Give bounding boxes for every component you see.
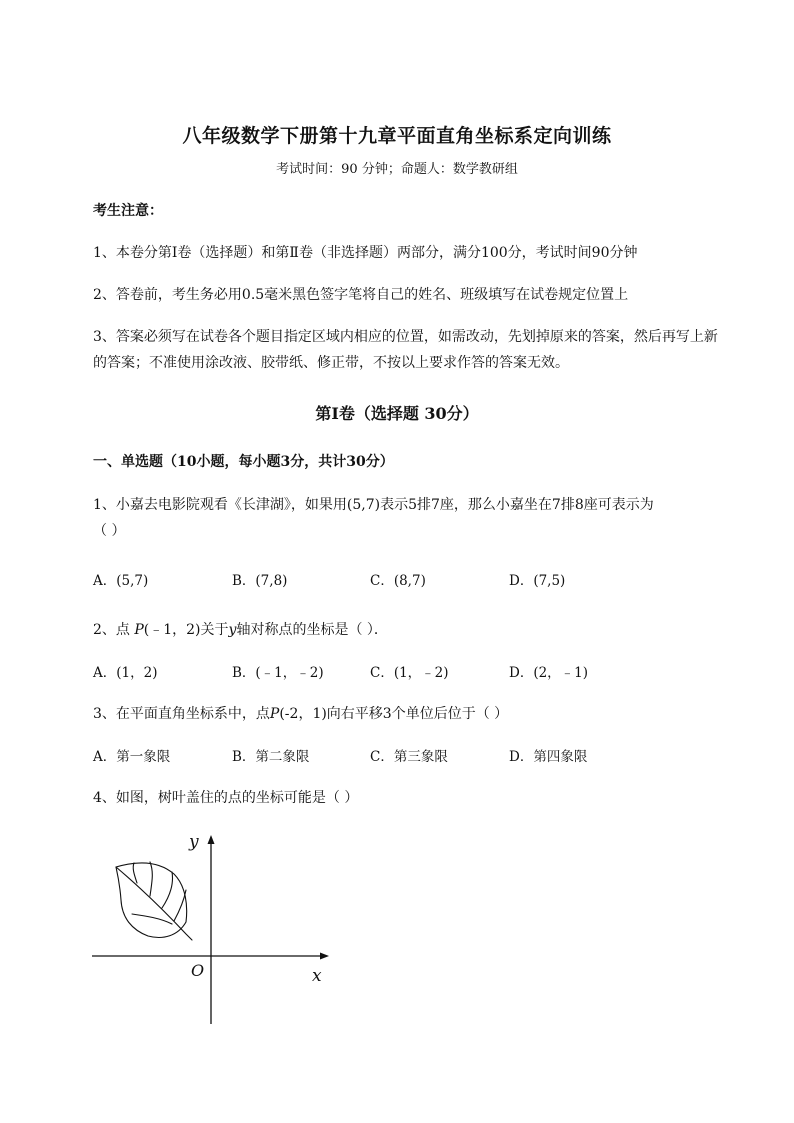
q3-option-c[interactable]: C．第三象限 bbox=[370, 749, 448, 765]
y-axis-label: y bbox=[189, 832, 199, 852]
q3-var-p: P bbox=[269, 706, 280, 722]
q2-option-c[interactable]: C．(1，﹣2) bbox=[370, 665, 449, 681]
exam-subtitle: 考试时间：90 分钟；命题人：数学教研组 bbox=[276, 162, 518, 177]
q2-stem-post: 轴对称点的坐标是（ ）． bbox=[236, 622, 388, 638]
q2-option-b[interactable]: B．(﹣1，﹣2) bbox=[232, 665, 324, 681]
notice-item-1: 1、本卷分第I卷（选择题）和第Ⅱ卷（非选择题）两部分，满分100分，考试时间90分钟 bbox=[93, 245, 638, 261]
q1-option-c[interactable]: C．(8,7) bbox=[370, 573, 426, 589]
coordinate-figure bbox=[88, 826, 338, 1031]
x-axis-arrow bbox=[320, 953, 329, 960]
q1-option-a[interactable]: A．(5,7) bbox=[93, 573, 149, 589]
section-title: 第I卷（选择题 30分） bbox=[315, 404, 479, 423]
q1-option-d[interactable]: D．(7,5) bbox=[509, 573, 566, 589]
q3-stem-post: (-2，1)向右平移3个单位后位于（ ） bbox=[279, 706, 509, 722]
notice-heading: 考生注意： bbox=[93, 203, 163, 219]
question-1-blank: （ ） bbox=[93, 523, 126, 539]
origin-label: O bbox=[191, 961, 205, 980]
question-1-stem: 1、小嘉去电影院观看《长津湖》，如果用(5,7)表示5排7座，那么小嘉坐在7排8座可表示为 bbox=[93, 497, 654, 513]
q3-option-a[interactable]: A．第一象限 bbox=[93, 749, 171, 765]
y-axis-arrow bbox=[208, 835, 215, 844]
notice-item-3-cont: 的答案；不准使用涂改液、胶带纸、修正带，不按以上要求作答的答案无效。 bbox=[93, 355, 569, 371]
q3-stem-pre: 3、在平面直角坐标系中，点 bbox=[93, 706, 270, 722]
notice-item-2: 2、答卷前，考生务必用0.5毫米黑色签字笔将自己的姓名、班级填写在试卷规定位置上 bbox=[93, 287, 629, 303]
q2-stem-mid: (﹣1，2)关于 bbox=[143, 622, 229, 638]
q2-stem-pre: 2、点 bbox=[93, 622, 135, 638]
question-4-stem: 4、如图，树叶盖住的点的坐标可能是（ ） bbox=[93, 790, 359, 806]
q2-var-p: P bbox=[134, 622, 144, 638]
notice-item-3: 3、答案必须写在试卷各个题目指定区域内相应的位置，如需改动，先划掉原来的答案，然后再写上新 bbox=[93, 329, 718, 345]
question-2-stem bbox=[93, 619, 388, 639]
part-heading: 一、单选题（10小题，每小题3分，共计30分） bbox=[93, 454, 394, 470]
leaf-icon bbox=[116, 862, 192, 940]
q1-option-b[interactable]: B．(7,8) bbox=[232, 573, 288, 589]
x-axis-label: x bbox=[312, 966, 322, 986]
question-3-stem bbox=[93, 703, 508, 723]
page-title: 八年级数学下册第十九章平面直角坐标系定向训练 bbox=[182, 125, 612, 147]
q3-option-b[interactable]: B．第二象限 bbox=[232, 749, 310, 765]
q2-var-y: y bbox=[228, 622, 237, 638]
q2-option-d[interactable]: D．(2，﹣1) bbox=[509, 665, 589, 681]
q3-option-d[interactable]: D．第四象限 bbox=[509, 749, 588, 765]
q2-option-a[interactable]: A．(1，2) bbox=[93, 665, 158, 681]
